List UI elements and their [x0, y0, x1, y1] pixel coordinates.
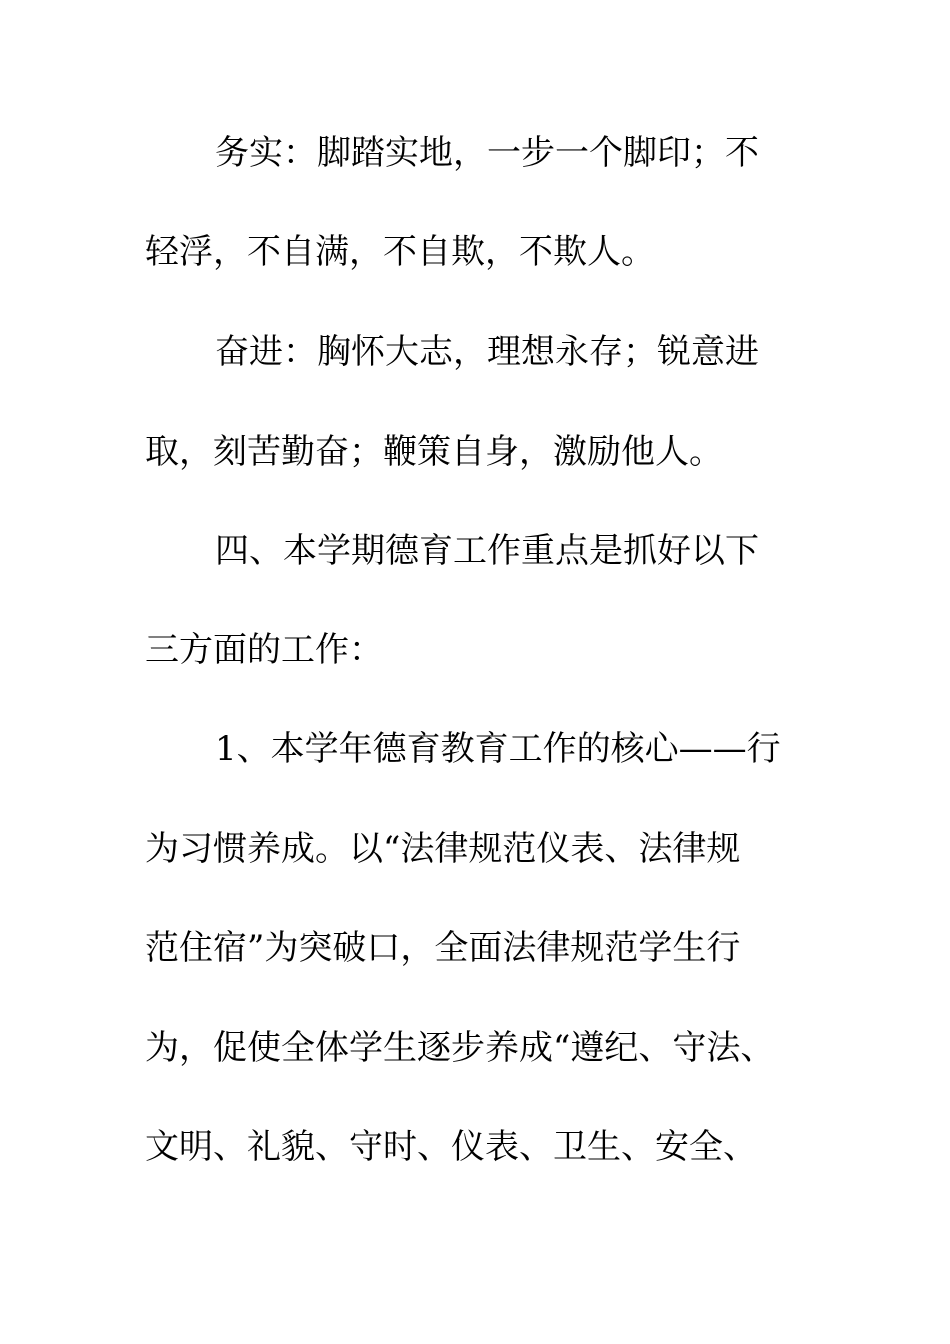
paragraph-line: 为习惯养成。以“法律规范仪表、法律规 [145, 829, 741, 869]
paragraph-line: 三方面的工作： [145, 630, 383, 670]
paragraph-line: 四、本学期德育工作重点是抓好以下 [215, 531, 759, 571]
paragraph-line: 取，刻苦勤奋；鞭策自身，激励他人。 [145, 432, 723, 472]
paragraph-line: 轻浮，不自满，不自欺，不欺人。 [145, 232, 655, 272]
paragraph-line: 奋进：胸怀大志，理想永存；锐意进 [215, 332, 759, 372]
paragraph-line: 务实：脚踏实地，一步一个脚印；不 [215, 133, 759, 173]
paragraph-line: 范住宿”为突破口，全面法律规范学生行 [145, 928, 741, 968]
paragraph-line: 为，促使全体学生逐步养成“遵纪、守法、 [145, 1028, 775, 1068]
paragraph-line: 文明、礼貌、守时、仪表、卫生、安全、 [145, 1127, 757, 1167]
paragraph-line: 1、本学年德育教育工作的核心——行 [215, 729, 781, 769]
